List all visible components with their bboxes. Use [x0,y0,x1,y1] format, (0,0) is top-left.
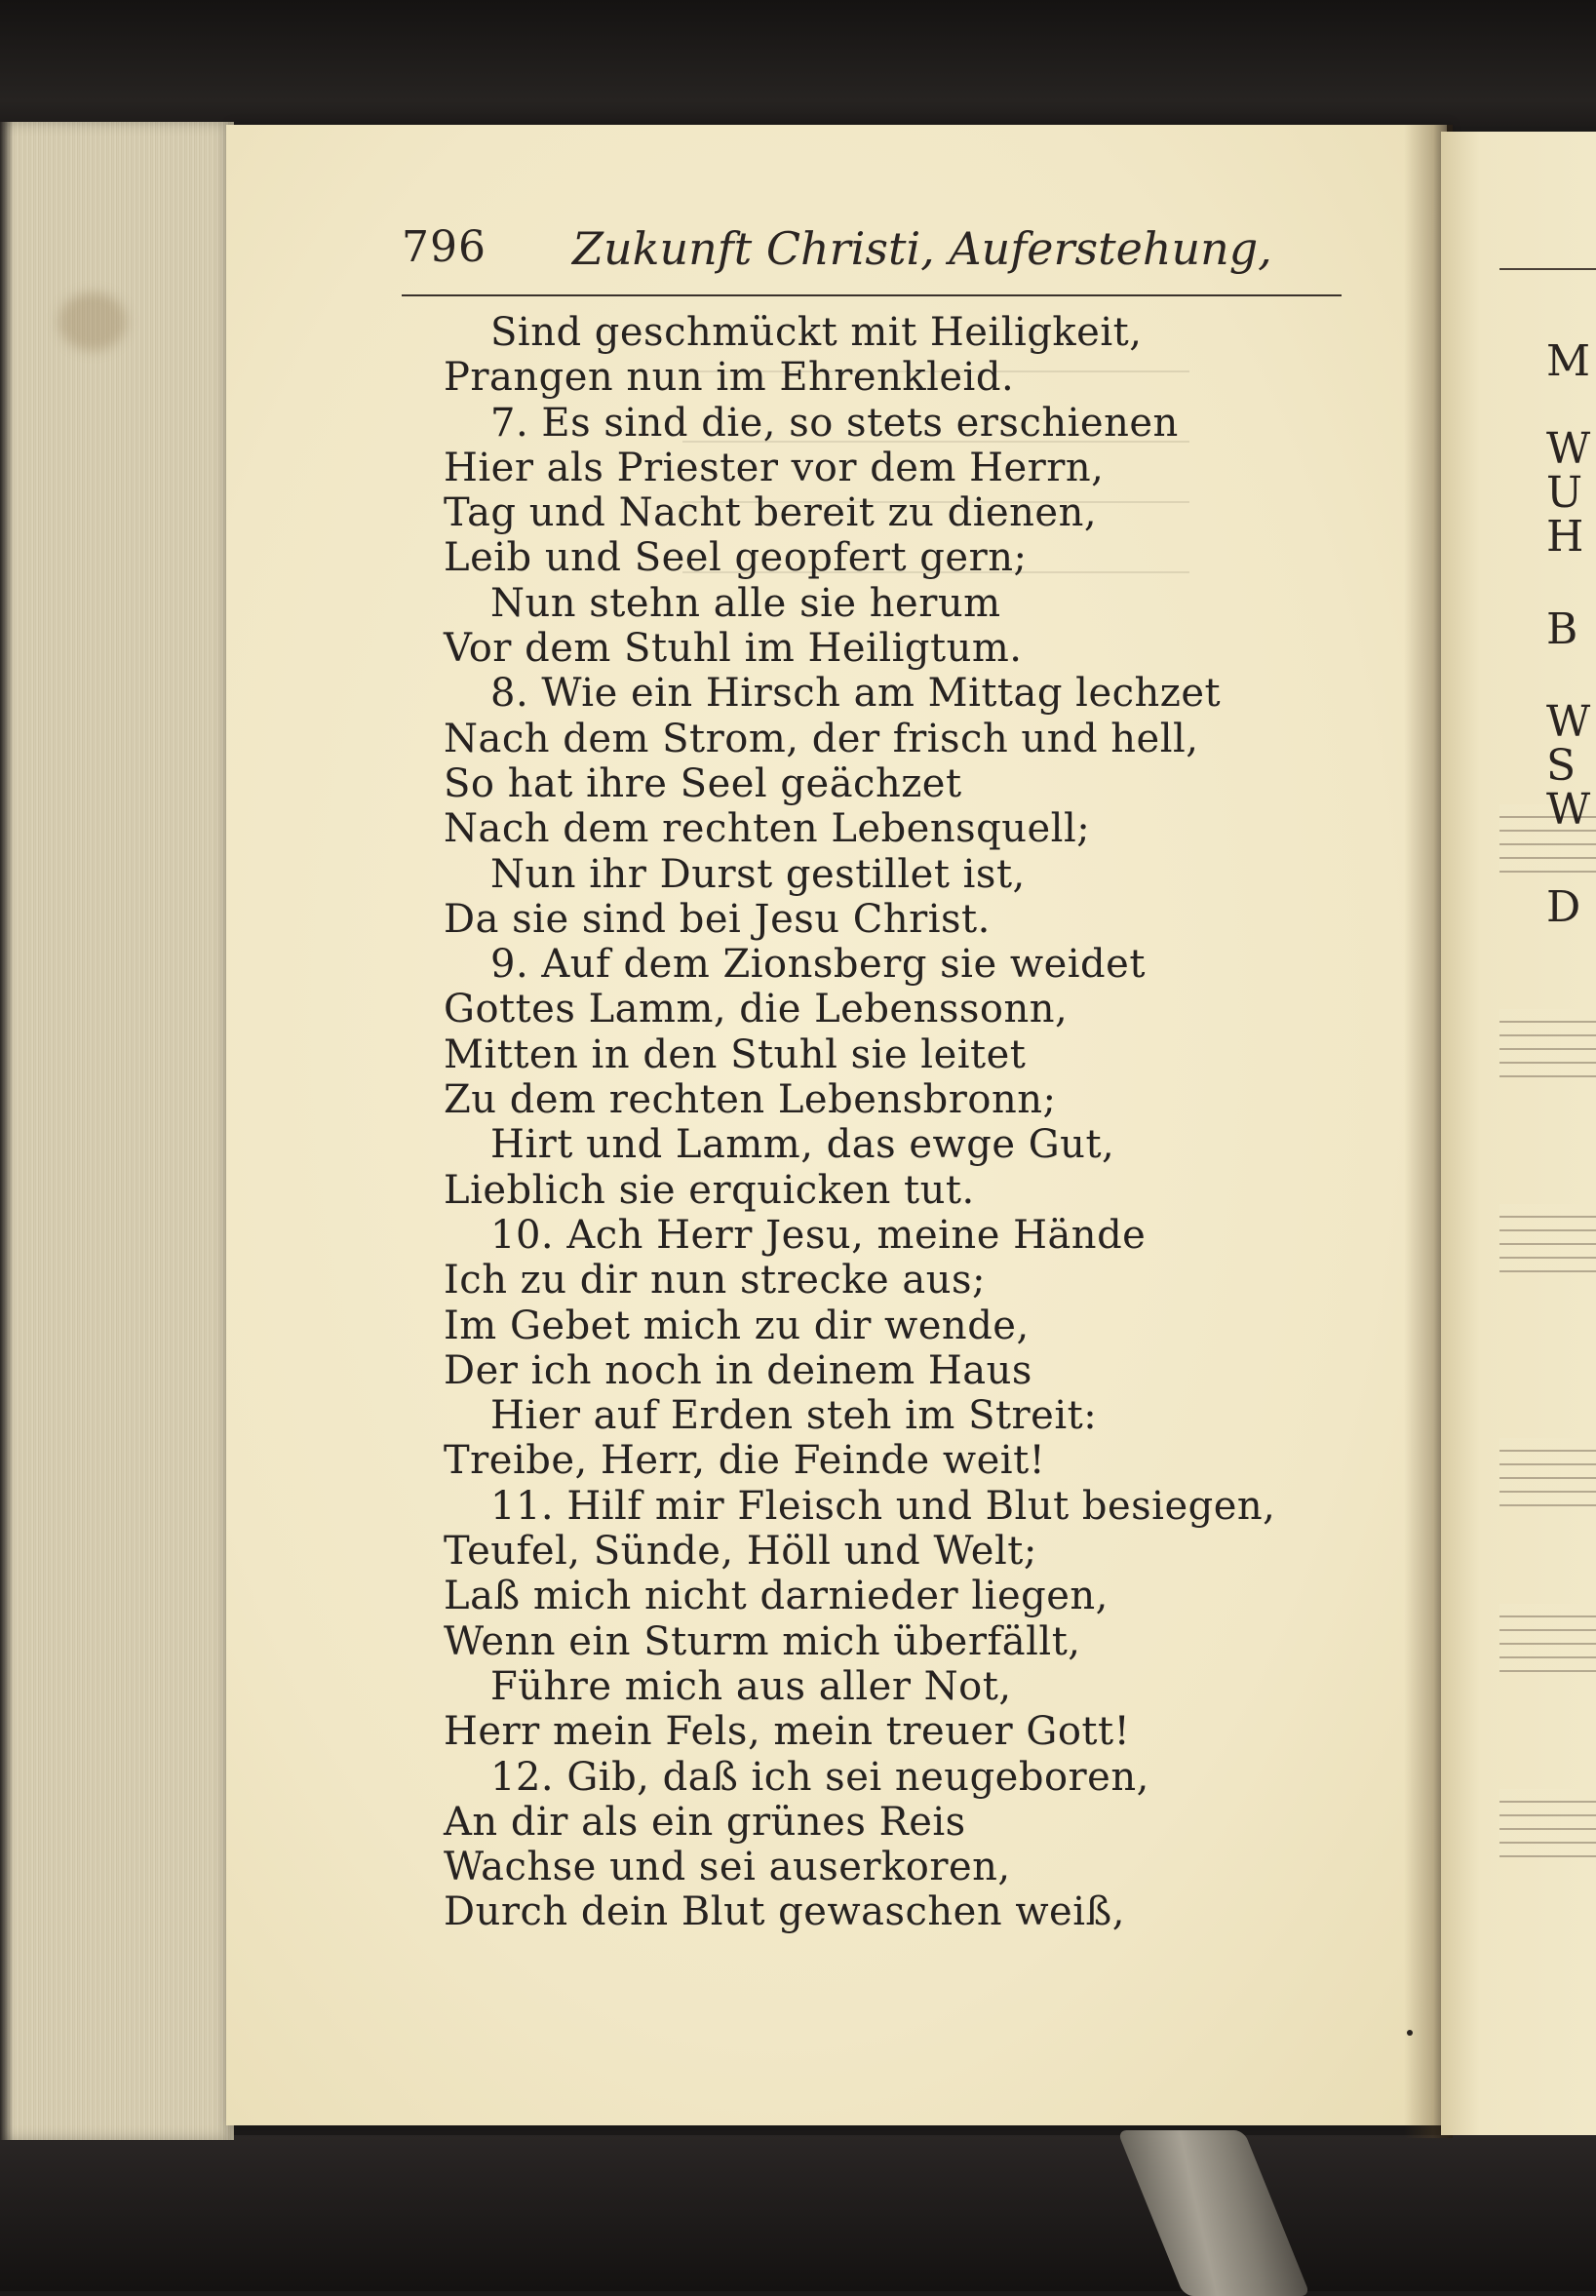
verse-line: Im Gebet mich zu dir wende, [444,1303,1030,1348]
book-cover-top [0,0,1596,127]
header-rule [402,294,1342,296]
ink-speck [1407,2030,1413,2036]
verse-line: Gottes Lamm, die Lebenssonn, [444,987,1069,1032]
hymn-text [444,310,1321,1935]
music-staff [1499,1604,1596,1672]
verse-line: Der ich noch in deinem Haus [444,1347,1032,1393]
verse-line: Nach dem Strom, der frisch und hell, [444,716,1199,761]
music-staff [1499,1009,1596,1077]
verse-line: Leib und Seel geopfert gern; [444,535,1028,581]
verse-line: Tag und Nacht bereit zu dienen, [444,490,1098,536]
page-number: 796 [402,222,487,272]
verse-line: Treibe, Herr, die Feinde weit! [444,1438,1046,1484]
verse-line: 10. Ach Herr Jesu, meine Hände [490,1212,1147,1258]
music-staff [1499,1204,1596,1272]
verse-line: 9. Auf dem Zionsberg sie weidet [490,942,1146,988]
music-staff [1499,1438,1596,1506]
page-header [402,222,1338,281]
facing-page-letter: D [1546,882,1581,932]
verse-line: Zu dem rechten Lebensbronn; [444,1077,1057,1123]
verse-line: Nach dem rechten Lebensquell; [444,806,1091,852]
facing-page-letter: M [1546,336,1591,386]
verse-line: Wachse und sei auserkoren, [444,1845,1011,1890]
page-edges [0,122,234,2140]
facing-page-letter: W [1546,697,1591,747]
facing-page [1441,132,1596,2135]
facing-page-letter: W [1546,424,1591,474]
verse-line: Wenn ein Sturm mich überfällt, [444,1618,1081,1664]
verse-line: Führe mich aus aller Not, [490,1663,1012,1709]
book-cover-bottom [0,2135,1596,2291]
facing-page-letter: S [1546,741,1577,791]
facing-page-letter: H [1546,512,1584,562]
verse-line: Prangen nun im Ehrenkleid. [444,355,1015,401]
verse-line: 12. Gib, daß ich sei neugeboren, [490,1754,1149,1800]
verse-line: Sind geschmückt mit Heiligkeit, [490,310,1143,355]
verse-line: 11. Hilf mir Fleisch und Blut besiegen, [490,1483,1276,1529]
verse-line: An dir als ein grünes Reis [444,1799,966,1845]
verse-line: Laß mich nicht darnieder liegen, [444,1574,1109,1619]
verse-line: Vor dem Stuhl im Heiligtum. [444,626,1023,672]
page-stain [58,292,127,351]
facing-page-rule [1499,268,1596,270]
verse-line: Teufel, Sünde, Höll und Welt; [444,1529,1037,1575]
verse-line: Mitten in den Stuhl sie leitet [444,1031,1027,1077]
facing-page-letter: B [1546,604,1578,654]
verse-line: Durch dein Blut gewaschen weiß, [444,1889,1125,1935]
verse-line: Hier auf Erden steh im Streit: [490,1393,1098,1439]
running-title: Zukunft Christi, Auferstehung, [572,222,1272,275]
verse-line: Hier als Priester vor dem Herrn, [444,445,1105,490]
music-staff [1499,1789,1596,1857]
verse-line: Da sie sind bei Jesu Christ. [444,896,991,942]
verse-line: 8. Wie ein Hirsch am Mittag lechzet [490,671,1222,717]
verse-line: So hat ihre Seel geächzet [444,760,962,806]
verse-line: Hirt und Lamm, das ewge Gut, [490,1122,1115,1168]
verse-line: Lieblich sie erquicken tut. [444,1167,975,1213]
verse-line: Nun ihr Durst gestillet ist, [490,851,1026,897]
verse-line: Ich zu dir nun strecke aus; [444,1258,986,1304]
verse-line: 7. Es sind die, so stets erschienen [490,400,1179,446]
verse-line: Nun stehn alle sie herum [490,580,1001,626]
facing-page-letter: U [1546,468,1583,518]
facing-page-letter: W [1546,785,1591,835]
verse-line: Herr mein Fels, mein treuer Gott! [444,1709,1131,1755]
